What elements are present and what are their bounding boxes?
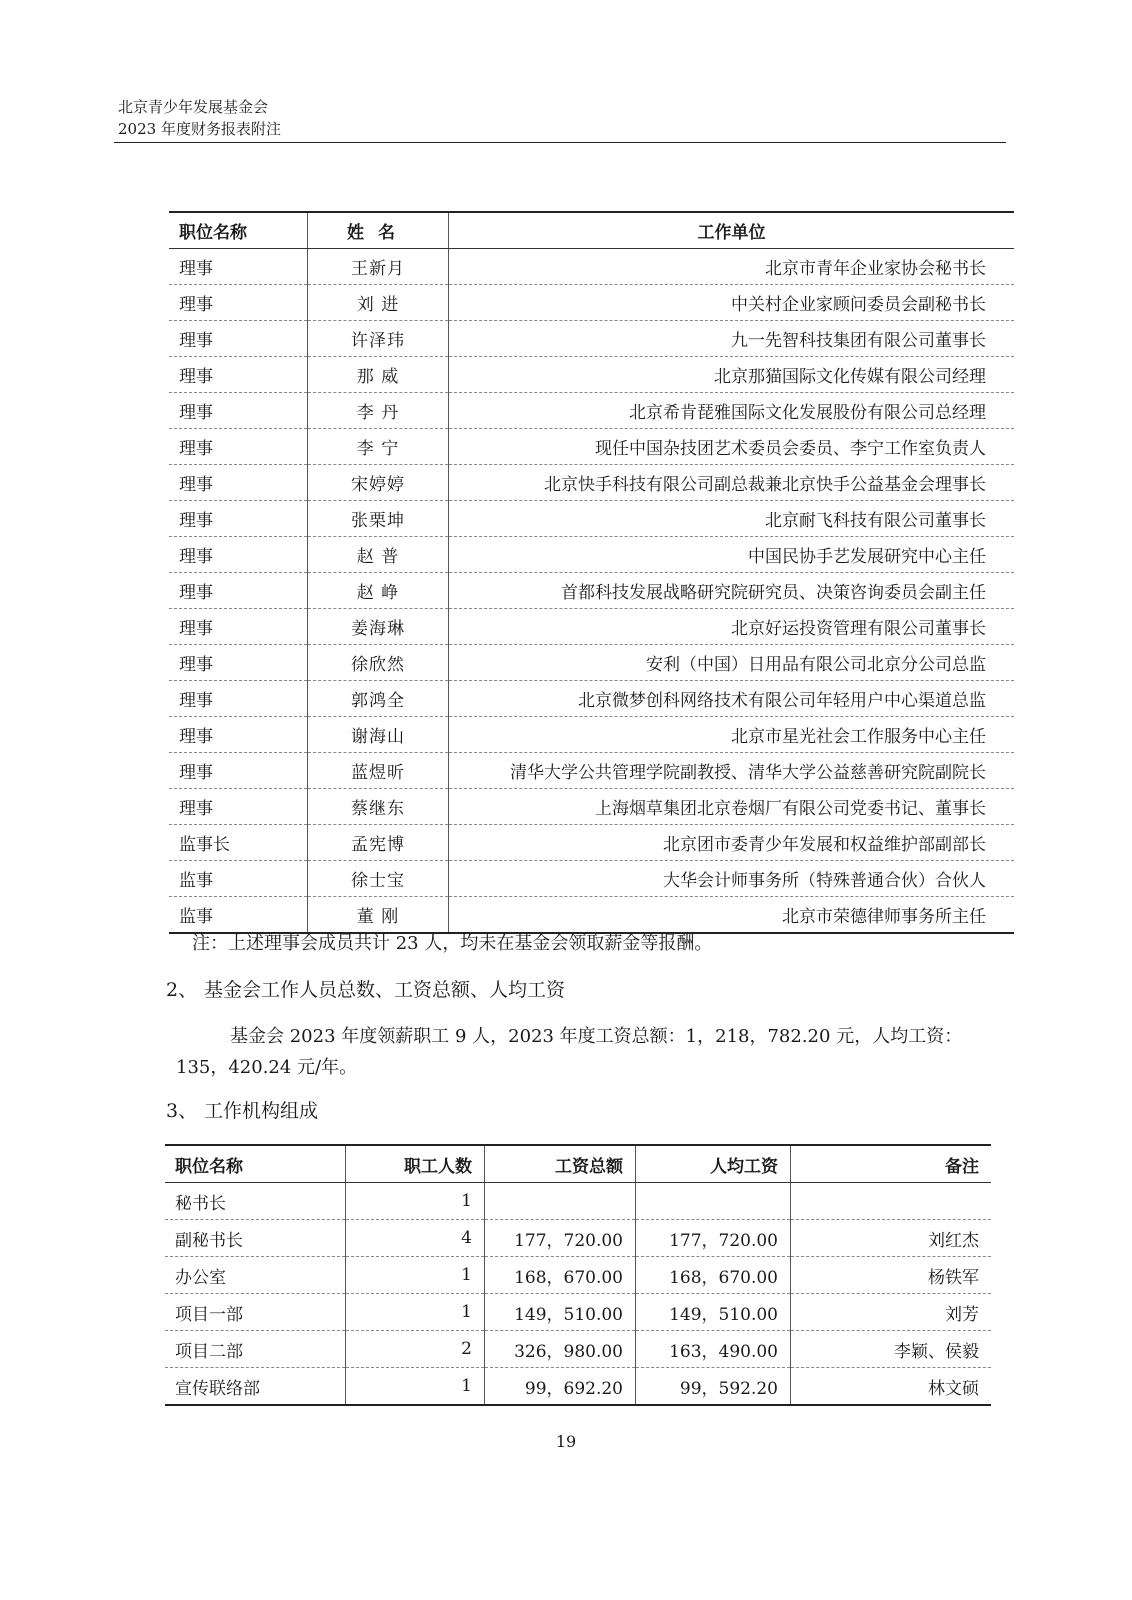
staff-count: 1 xyxy=(346,1294,485,1331)
member-name: 孟宪博 xyxy=(308,825,449,861)
member-position: 理事 xyxy=(169,249,308,285)
member-unit: 中国民协手艺发展研究中心主任 xyxy=(449,537,1015,573)
table-row xyxy=(169,573,1014,609)
member-unit: 九一先智科技集团有限公司董事长 xyxy=(449,321,1015,357)
staff-note: 杨铁军 xyxy=(791,1257,992,1294)
col-count-header: 职工人数 xyxy=(346,1145,485,1183)
member-unit: 上海烟草集团北京卷烟厂有限公司党委书记、董事长 xyxy=(449,789,1015,825)
table-row xyxy=(165,1368,991,1406)
staff-note: 刘红杰 xyxy=(791,1220,992,1257)
table-row xyxy=(169,249,1014,285)
staff-position: 项目二部 xyxy=(165,1331,346,1368)
staff-avg-salary: 163，490.00 xyxy=(636,1331,791,1368)
member-position: 理事 xyxy=(169,573,308,609)
member-position: 理事 xyxy=(169,681,308,717)
staff-count: 1 xyxy=(346,1368,485,1406)
staff-total-salary: 326，980.00 xyxy=(485,1331,636,1368)
member-position: 理事 xyxy=(169,357,308,393)
table-row xyxy=(169,537,1014,573)
member-name: 刘 进 xyxy=(308,285,449,321)
table-row xyxy=(165,1331,991,1368)
staff-count: 4 xyxy=(346,1220,485,1257)
section-2-heading xyxy=(166,975,565,1002)
member-name: 谢海山 xyxy=(308,717,449,753)
member-unit: 首都科技发展战略研究院研究员、决策咨询委员会副主任 xyxy=(449,573,1015,609)
table-row xyxy=(169,321,1014,357)
staff-total-salary xyxy=(485,1183,636,1220)
member-position: 理事 xyxy=(169,321,308,357)
member-unit: 现任中国杂技团艺术委员会委员、李宁工作室负责人 xyxy=(449,429,1015,465)
member-position: 理事 xyxy=(169,537,308,573)
member-unit: 安利（中国）日用品有限公司北京分公司总监 xyxy=(449,645,1015,681)
staff-avg-salary xyxy=(636,1183,791,1220)
section-2-title: 基金会工作人员总数、工资总额、人均工资 xyxy=(204,979,566,1001)
table-row xyxy=(169,789,1014,825)
member-name: 李 宁 xyxy=(308,429,449,465)
staff-note xyxy=(791,1183,992,1220)
staff-position: 宣传联络部 xyxy=(175,1378,260,1399)
table-row xyxy=(169,861,1014,897)
member-name: 蓝煜昕 xyxy=(308,753,449,789)
staff-position: 办公室 xyxy=(165,1257,346,1294)
member-name: 张栗坤 xyxy=(308,501,449,537)
section-3-number: 3、 xyxy=(166,1100,198,1122)
member-position: 监事 xyxy=(179,907,213,927)
staff-position: 秘书长 xyxy=(165,1183,346,1220)
table-row xyxy=(165,1220,991,1257)
member-name: 董 刚 xyxy=(308,897,449,934)
member-unit: 中关村企业家顾问委员会副秘书长 xyxy=(449,285,1015,321)
member-name: 姜海琳 xyxy=(308,609,449,645)
staff-avg-salary: 177，720.00 xyxy=(636,1220,791,1257)
member-name: 徐士宝 xyxy=(308,861,449,897)
col-total-header: 工资总额 xyxy=(485,1145,636,1183)
members-table-header-row xyxy=(169,212,1014,249)
member-name: 蔡继东 xyxy=(308,789,449,825)
table-row xyxy=(165,1294,991,1331)
table-row xyxy=(169,717,1014,753)
col-note-header: 备注 xyxy=(791,1145,992,1183)
header-org: 北京青少年发展基金会 xyxy=(118,98,269,116)
table-row xyxy=(169,429,1014,465)
member-position: 理事 xyxy=(169,717,308,753)
staff-note: 林文硕 xyxy=(791,1368,992,1406)
table-row xyxy=(169,825,1014,861)
staff-position: 项目一部 xyxy=(165,1294,346,1331)
header-divider xyxy=(114,142,1006,143)
section-2-number: 2、 xyxy=(166,979,198,1001)
staff-note: 李颖、侯毅 xyxy=(791,1331,992,1368)
members-table xyxy=(169,211,1014,934)
members-note: 注：上述理事会成员共计 23 人，均未在基金会领取薪金等报酬。 xyxy=(192,933,713,954)
table-row xyxy=(165,1183,991,1220)
member-unit: 北京团市委青少年发展和权益维护部副部长 xyxy=(449,825,1015,861)
col-unit-header: 工作单位 xyxy=(449,212,1015,249)
table-row xyxy=(169,681,1014,717)
member-name: 那 威 xyxy=(308,357,449,393)
member-position: 理事 xyxy=(169,285,308,321)
section-3-heading xyxy=(166,1096,318,1123)
member-position: 监事长 xyxy=(169,825,308,861)
table-row xyxy=(169,753,1014,789)
table-row xyxy=(169,285,1014,321)
col-position-header: 职位名称 xyxy=(169,212,308,249)
member-position: 理事 xyxy=(169,393,308,429)
staff-note: 刘芳 xyxy=(791,1294,992,1331)
staff-position: 副秘书长 xyxy=(165,1220,346,1257)
member-position: 理事 xyxy=(169,789,308,825)
table-row xyxy=(169,897,1014,934)
col-name-header: 姓名 xyxy=(308,212,449,249)
member-position: 理事 xyxy=(169,609,308,645)
member-unit: 北京耐飞科技有限公司董事长 xyxy=(449,501,1015,537)
member-position: 理事 xyxy=(169,465,308,501)
member-unit: 清华大学公共管理学院副教授、清华大学公益慈善研究院副院长 xyxy=(449,753,1015,789)
staff-avg-salary: 99，592.20 xyxy=(636,1368,791,1406)
page-header xyxy=(118,96,281,140)
member-unit: 北京好运投资管理有限公司董事长 xyxy=(449,609,1015,645)
section-3-title: 工作机构组成 xyxy=(204,1100,319,1122)
table-row xyxy=(169,393,1014,429)
table-row xyxy=(169,501,1014,537)
member-unit: 北京微梦创科网络技术有限公司年轻用户中心渠道总监 xyxy=(449,681,1015,717)
table-row xyxy=(169,465,1014,501)
member-name: 郭鸿全 xyxy=(308,681,449,717)
member-name: 宋婷婷 xyxy=(308,465,449,501)
member-name: 赵 峥 xyxy=(308,573,449,609)
member-name: 王新月 xyxy=(308,249,449,285)
staff-total-salary: 99，692.20 xyxy=(485,1368,636,1406)
page-number: 19 xyxy=(555,1432,577,1451)
member-name: 赵 普 xyxy=(308,537,449,573)
member-name: 李 丹 xyxy=(308,393,449,429)
table-row xyxy=(165,1257,991,1294)
staff-count: 2 xyxy=(346,1331,485,1368)
col-avg-header: 人均工资 xyxy=(636,1145,791,1183)
member-unit: 大华会计师事务所（特殊普通合伙）合伙人 xyxy=(449,861,1015,897)
staff-total-salary: 168，670.00 xyxy=(485,1257,636,1294)
table-row xyxy=(169,609,1014,645)
staff-total-salary: 177，720.00 xyxy=(485,1220,636,1257)
staff-total-salary: 149，510.00 xyxy=(485,1294,636,1331)
member-unit: 北京市青年企业家协会秘书长 xyxy=(449,249,1015,285)
member-position: 理事 xyxy=(169,645,308,681)
member-name: 徐欣然 xyxy=(308,645,449,681)
staff-avg-salary: 168，670.00 xyxy=(636,1257,791,1294)
member-position: 理事 xyxy=(169,501,308,537)
member-name: 许泽玮 xyxy=(308,321,449,357)
staff-avg-salary: 149，510.00 xyxy=(636,1294,791,1331)
table-row xyxy=(169,357,1014,393)
member-unit: 北京那猫国际文化传媒有限公司经理 xyxy=(449,357,1015,393)
member-unit: 北京希肯琵雅国际文化发展股份有限公司总经理 xyxy=(449,393,1015,429)
member-unit: 北京市荣德律师事务所主任 xyxy=(782,907,986,927)
member-position: 理事 xyxy=(169,753,308,789)
table-row xyxy=(169,645,1014,681)
staff-table-header-row xyxy=(165,1145,991,1183)
member-unit: 北京快手科技有限公司副总裁兼北京快手公益基金会理事长 xyxy=(449,465,1015,501)
member-unit: 北京市星光社会工作服务中心主任 xyxy=(449,717,1015,753)
col-position-header: 职位名称 xyxy=(165,1145,346,1183)
staff-count: 1 xyxy=(346,1257,485,1294)
staff-table xyxy=(165,1144,991,1406)
header-subtitle: 2023 年度财务报表附注 xyxy=(118,120,281,138)
member-position: 监事 xyxy=(169,861,308,897)
member-position: 理事 xyxy=(169,429,308,465)
salary-summary-paragraph: 基金会 2023 年度领薪职工 9 人，2023 年度工资总额：1，218，782.20 元，人均工资：135，420.24 元/年。 xyxy=(176,1026,963,1078)
staff-count: 1 xyxy=(346,1183,485,1220)
